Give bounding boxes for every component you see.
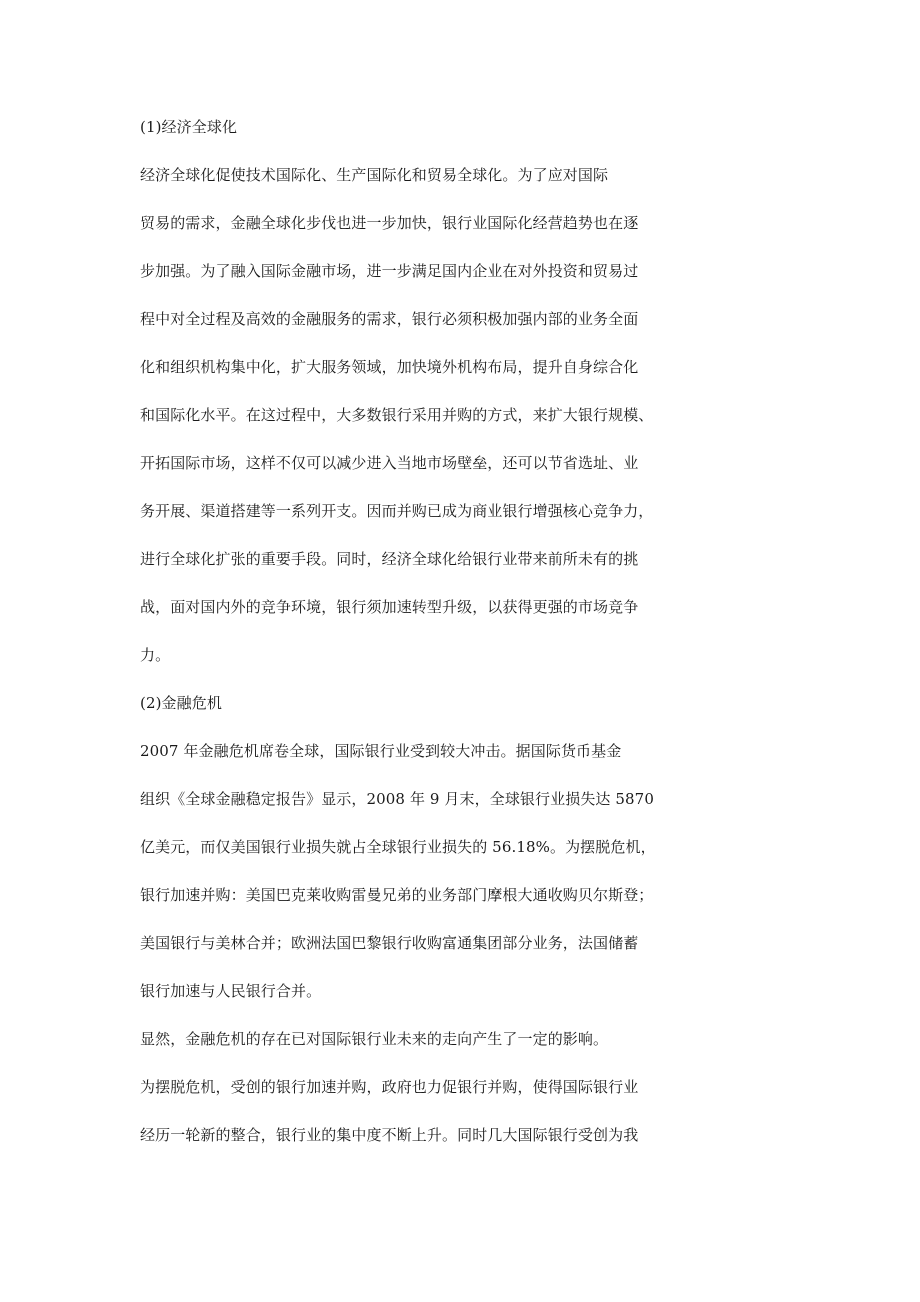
paragraph-line: 2007 年金融危机席卷全球，国际银行业受到较大冲击。据国际货币基金 bbox=[140, 742, 622, 760]
paragraph-line: 为摆脱危机，受创的银行加速并购，政府也力促银行并购，使得国际银行业 bbox=[140, 1078, 639, 1096]
paragraph-line: 银行加速并购：美国巴克莱收购雷曼兄弟的业务部门摩根大通收购贝尔斯登； bbox=[140, 886, 654, 904]
paragraph-line: 美国银行与美林合并；欧洲法国巴黎银行收购富通集团部分业务，法国储蓄 bbox=[140, 934, 639, 952]
paragraph-line: 银行加速与人民银行合并。 bbox=[140, 982, 322, 1000]
heading-financial-crisis: (2)金融危机 bbox=[140, 694, 222, 712]
paragraph-line: 组织《全球金融稳定报告》显示，2008 年 9 月末，全球银行业损失达 5870 bbox=[140, 790, 654, 808]
paragraph-line: 和国际化水平。在这过程中，大多数银行采用并购的方式，来扩大银行规模、 bbox=[140, 406, 654, 424]
paragraph-line: 开拓国际市场，这样不仅可以减少进入当地市场壁垒，还可以节省选址、业 bbox=[140, 454, 639, 472]
paragraph-line: 经历一轮新的整合，银行业的集中度不断上升。同时几大国际银行受创为我 bbox=[140, 1126, 639, 1144]
paragraph-line: 务开展、渠道搭建等一系列开支。因而并购已成为商业银行增强核心竞争力， bbox=[140, 502, 654, 520]
heading-economic-globalization: (1)经济全球化 bbox=[140, 118, 238, 136]
paragraph-line: 经济全球化促使技术国际化、生产国际化和贸易全球化。为了应对国际 bbox=[140, 166, 609, 184]
paragraph-line: 显然，金融危机的存在已对国际银行业未来的走向产生了一定的影响。 bbox=[140, 1030, 609, 1048]
paragraph-line: 程中对全过程及高效的金融服务的需求，银行必须积极加强内部的业务全面 bbox=[140, 310, 639, 328]
paragraph-line: 战，面对国内外的竞争环境，银行须加速转型升级，以获得更强的市场竞争 bbox=[140, 598, 639, 616]
paragraph-line: 力。 bbox=[140, 646, 171, 664]
paragraph-line: 亿美元，而仅美国银行业损失就占全球银行业损失的 56.18%。为摆脱危机， bbox=[140, 838, 656, 856]
paragraph-line: 进行全球化扩张的重要手段。同时，经济全球化给银行业带来前所未有的挑 bbox=[140, 550, 639, 568]
paragraph-line: 贸易的需求，金融全球化步伐也进一步加快，银行业国际化经营趋势也在逐 bbox=[140, 214, 639, 232]
paragraph-line: 化和组织机构集中化，扩大服务领域，加快境外机构布局，提升自身综合化 bbox=[140, 358, 639, 376]
paragraph-line: 步加强。为了融入国际金融市场，进一步满足国内企业在对外投资和贸易过 bbox=[140, 262, 639, 280]
